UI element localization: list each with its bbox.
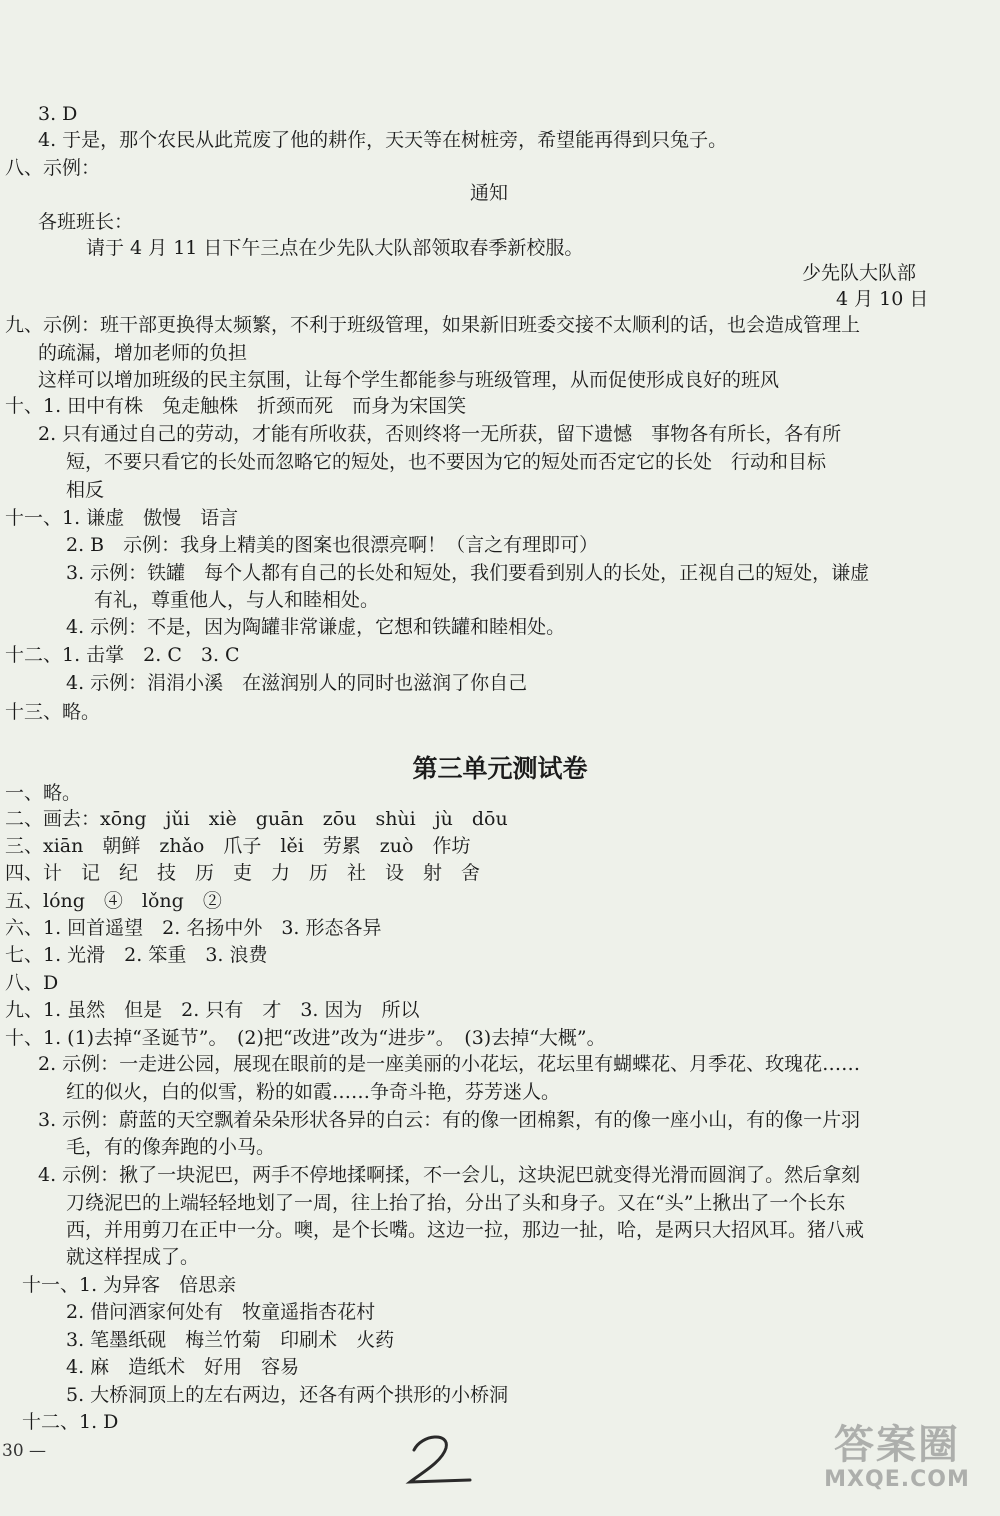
handwritten-mark (400, 1430, 490, 1490)
section-title: 第三单元测试卷 (412, 754, 588, 783)
answer-line: 六、1. 回首遥望 2. 名扬中外 3. 形态各异 (5, 917, 382, 939)
answer-line: 十二、1. D (22, 1411, 119, 1433)
answer-line: 4. 麻 造纸术 好用 容易 (66, 1356, 300, 1378)
answer-line: 短，不要只看它的长处而忽略它的短处，也不要因为它的短处而否定它的长处 行动和目标 (66, 451, 827, 473)
answer-line: 就这样捏成了。 (66, 1246, 200, 1268)
answer-line: 五、lóng ④ lǒng ② (5, 890, 222, 912)
answer-line: 2. 借问酒家何处有 牧童遥指杏花村 (66, 1301, 376, 1323)
answer-line: 3. 示例：蔚蓝的天空飘着朵朵形状各异的白云：有的像一团棉絮，有的像一座小山，有的像一片羽 (38, 1109, 861, 1131)
answer-line: 红的似火，白的似雪，粉的如霞……争奇斗艳，芬芳迷人。 (66, 1081, 561, 1103)
answer-line: 八、示例： (5, 157, 101, 179)
answer-line: 刀绕泥巴的上端轻轻地划了一周，往上抬了抬，分出了头和身子。又在“头”上揪出了一个长东 (66, 1192, 846, 1214)
answer-line: 九、1. 虽然 但是 2. 只有 才 3. 因为 所以 (5, 999, 420, 1021)
watermark (812, 1418, 982, 1496)
answer-line: 八、D (5, 972, 59, 994)
answer-line: 请于 4 月 11 日下午三点在少先队大队部领取春季新校服。 (86, 237, 584, 259)
answer-line: 通知 (470, 182, 509, 204)
answer-line: 3. D (38, 103, 78, 125)
watermark-logo: 答案圈 (834, 1421, 960, 1468)
answer-line: 西，并用剪刀在正中一分。噢，是个长嘴。这边一拉，那边一扯，哈，是两只大招风耳。猪八戒 (66, 1219, 865, 1241)
answer-line: 十、1. (1)去掉“圣诞节”。 (2)把“改进”改为“进步”。 (3)去掉“大概”。 (5, 1027, 606, 1049)
answer-line: 毛，有的像奔跑的小马。 (66, 1136, 276, 1158)
answer-line: 4. 于是，那个农民从此荒废了他的耕作，天天等在树桩旁，希望能再得到只兔子。 (38, 129, 728, 151)
answer-line: 一、略。 (5, 782, 82, 804)
answer-line: 三、xiān 朝鲜 zhǎo 爪子 lěi 劳累 zuò 作坊 (5, 835, 471, 857)
answer-line: 这样可以增加班级的民主氛围，让每个学生都能参与班级管理，从而促使形成良好的班风 (38, 369, 780, 391)
answer-line: 2. 示例：一走进公园，展现在眼前的是一座美丽的小花坛，花坛里有蝴蝶花、月季花、玫瑰花…… (38, 1053, 861, 1075)
answer-line: 有礼，尊重他人，与人和睦相处。 (94, 589, 380, 611)
answer-line: 二、画去：xōng jǔi xiè guān zōu shùi jù dōu (5, 808, 508, 830)
answer-line: 的疏漏，增加老师的负担 (38, 342, 248, 364)
answer-line: 4. 示例：揪了一块泥巴，两手不停地揉啊揉，不一会儿，这块泥巴就变得光滑而圆润了。然后拿刻 (38, 1164, 861, 1186)
answer-line: 5. 大桥洞顶上的左右两边，还各有两个拱形的小桥洞 (66, 1384, 509, 1406)
answer-line: 少先队大队部 (802, 262, 917, 284)
answer-line: 十一、1. 谦虚 傲慢 语言 (5, 507, 239, 529)
answer-line: 十三、略。 (5, 701, 101, 723)
answer-line: 四、计 记 纪 技 历 吏 力 历 社 设 射 舍 (5, 862, 481, 884)
answer-line: 十一、1. 为异客 倍思亲 (22, 1274, 237, 1296)
answer-line: 各班班长： (38, 211, 134, 233)
answer-line: 2. B 示例：我身上精美的图案也很漂亮啊！（言之有理即可） (66, 534, 599, 556)
answer-line: 4. 示例：不是，因为陶罐非常谦虚，它想和铁罐和睦相处。 (66, 616, 566, 638)
answer-line: 3. 笔墨纸砚 梅兰竹菊 印刷术 火药 (66, 1329, 395, 1351)
answer-line: 九、示例：班干部更换得太频繁，不利于班级管理，如果新旧班委交接不太顺利的话，也会造成管理上 (5, 314, 861, 336)
page-number: 30 — (2, 1441, 47, 1461)
answer-line: 4. 示例：涓涓小溪 在滋润别人的同时也滋润了你自己 (66, 672, 528, 694)
answer-line: 3. 示例：铁罐 每个人都有自己的长处和短处，我们要看到别人的长处，正视自己的短处，谦虚 (66, 562, 870, 584)
answer-line: 七、1. 光滑 2. 笨重 3. 浪费 (5, 944, 268, 966)
answer-line: 4 月 10 日 (836, 288, 929, 310)
answer-line: 相反 (66, 479, 105, 501)
answer-line: 十二、1. 击掌 2. C 3. C (5, 644, 240, 666)
answer-line: 2. 只有通过自己的劳动，才能有所收获，否则终将一无所获，留下遗憾 事物各有所长，各有所 (38, 423, 842, 445)
answer-line: 十、1. 田中有株 兔走触株 折颈而死 而身为宋国笑 (5, 395, 467, 417)
watermark-url: MXQE.COM (824, 1466, 970, 1492)
